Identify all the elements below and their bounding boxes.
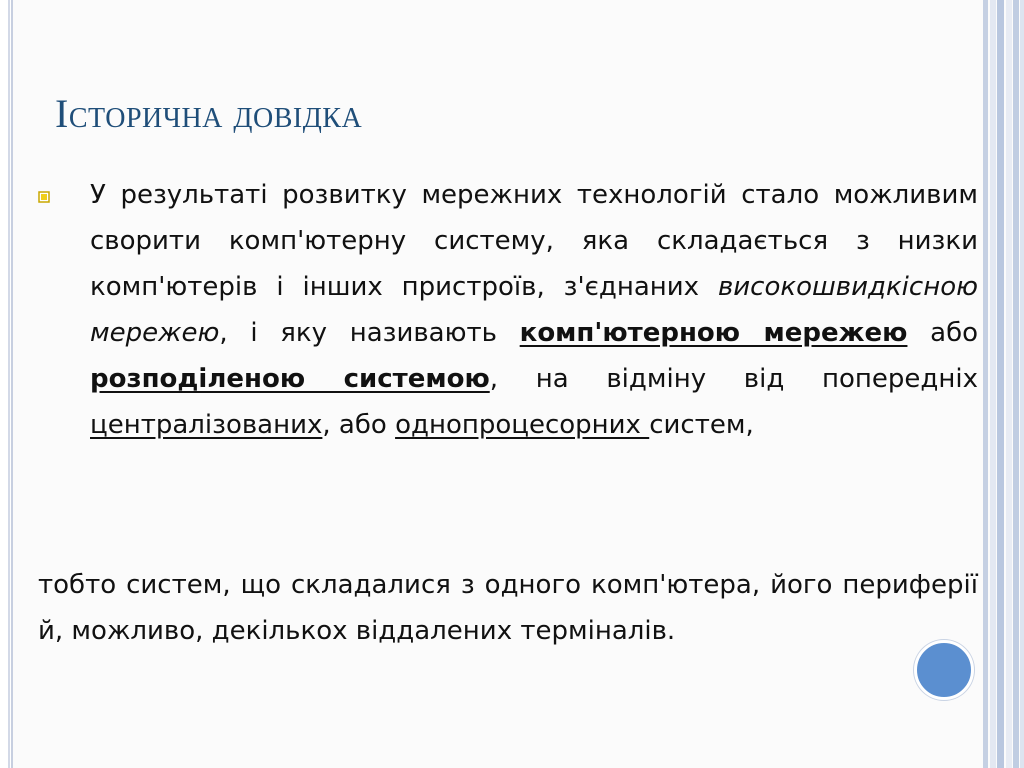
italic-term: високошвидкісною мережею [90,272,978,348]
bullet-text [90,172,978,448]
text-run: , на відміну від попередніх [489,364,978,394]
stripe [1013,0,1019,768]
text-run: або [907,318,979,348]
term-distributed-system: розподіленою системою [90,364,490,394]
circle-decoration [914,640,974,700]
term-uniprocessor: однопроцесорних [395,410,650,440]
left-border-decoration [0,0,13,768]
text-run: систем, [649,410,754,440]
text-run: У результаті розвитку мережних технологій стало можливим сворити комп'ютерну систему, яка складається з низки комп'ютерів і інших пристроїв, з'єднаних [90,180,978,302]
stripe [1006,0,1012,768]
left-border-line [8,0,10,768]
stripe [1020,0,1024,768]
term-computer-network: комп'ютерною мережею [519,318,908,348]
term-centralized: централізованих [90,410,323,440]
stripe [983,0,988,768]
stripe [997,0,1004,768]
bullet-item [38,172,978,448]
square-bullet-icon [38,191,50,203]
slide-title: Історична довідка [55,91,363,136]
text-run: , або [322,410,396,440]
right-stripe-decoration [980,0,1024,768]
stripe [990,0,996,768]
continuation-paragraph: тобто систем, що складалися з одного комп'ютера, його периферії й, можливо, декількох віддалених терміналів. [38,570,978,646]
text-run: , і яку називають [219,318,520,348]
